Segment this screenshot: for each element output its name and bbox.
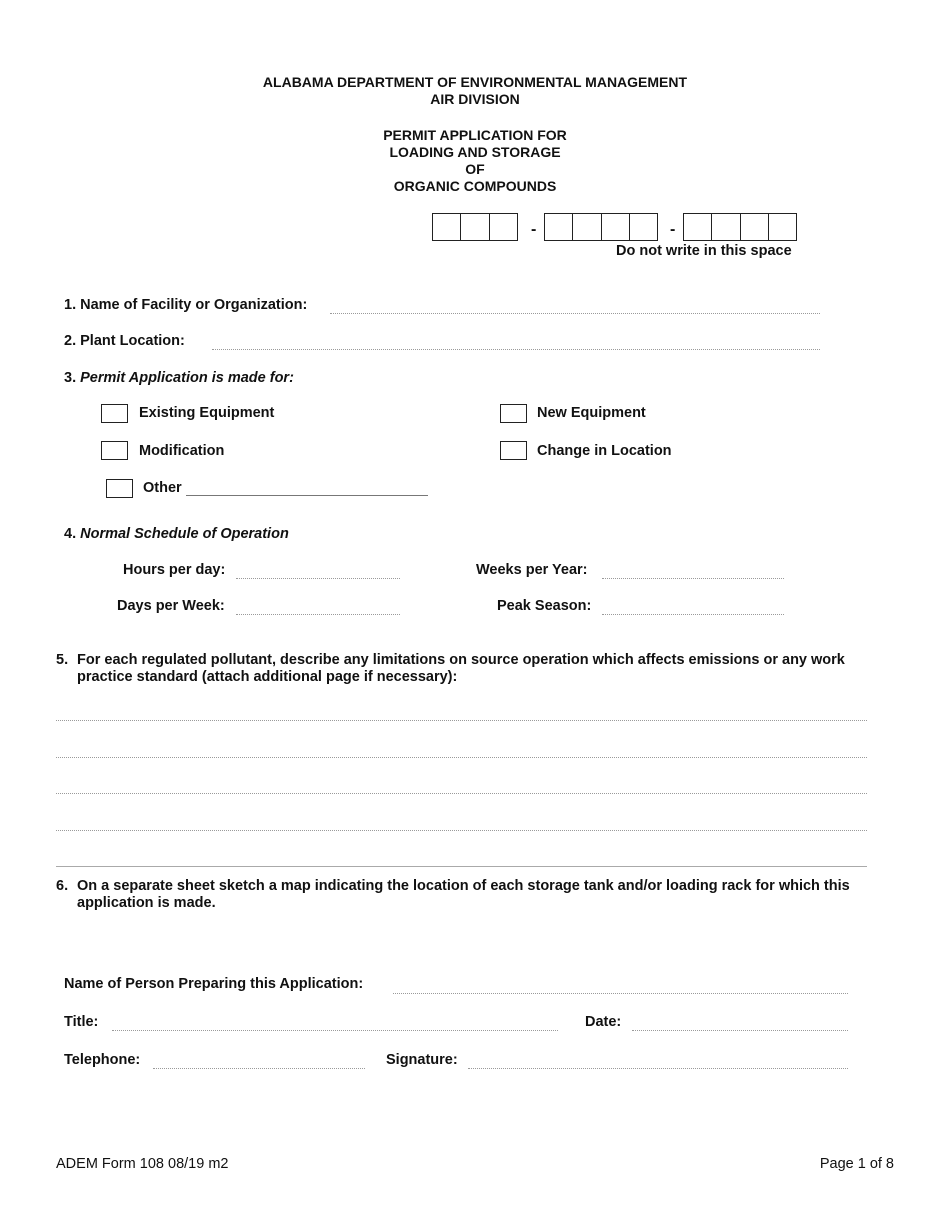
section-6-number: 6. xyxy=(56,878,69,894)
form-title-line-3: OF xyxy=(465,161,485,177)
limitations-line-3[interactable] xyxy=(56,793,867,794)
change-in-location-checkbox[interactable] xyxy=(500,441,527,460)
peak-season-label: Peak Season: xyxy=(497,598,592,614)
office-use-group-1 xyxy=(432,213,518,241)
other-field[interactable] xyxy=(186,495,428,496)
existing-equipment-label: Existing Equipment xyxy=(139,405,275,421)
weeks-per-year-label: Weeks per Year: xyxy=(476,562,588,578)
section-5-text-line-2: practice standard (attach additional page if necessary): xyxy=(77,669,458,685)
preparer-name-field[interactable] xyxy=(393,993,848,994)
peak-season-field[interactable] xyxy=(602,614,784,615)
form-title-line-4: ORGANIC COMPOUNDS xyxy=(393,178,557,194)
new-equipment-checkbox[interactable] xyxy=(500,404,527,423)
title-label: Title: xyxy=(64,1014,99,1030)
section-6-text-line-2: application is made. xyxy=(77,895,216,911)
limitations-line-1[interactable] xyxy=(56,720,867,721)
form-title-line-2: LOADING AND STORAGE xyxy=(389,144,561,160)
office-use-group-3 xyxy=(683,213,797,241)
form-title-line-1: PERMIT APPLICATION FOR xyxy=(383,127,567,143)
preparer-name-label: Name of Person Preparing this Application: xyxy=(64,976,364,992)
office-use-separator-2: - xyxy=(670,221,676,238)
plant-location-label: 2. Plant Location: xyxy=(64,333,185,349)
section-3-number: 3. xyxy=(64,370,77,386)
section-5-text-line-1: For each regulated pollutant, describe any limitations on source operation which affects emissions or any work xyxy=(77,652,845,668)
agency-name: ALABAMA DEPARTMENT OF ENVIRONMENTAL MANAGEMENT xyxy=(262,74,688,90)
division-name: AIR DIVISION xyxy=(430,91,520,107)
facility-name-field[interactable] xyxy=(330,313,820,314)
weeks-per-year-field[interactable] xyxy=(602,578,784,579)
section-3-title: Permit Application is made for: xyxy=(80,370,294,386)
existing-equipment-checkbox[interactable] xyxy=(101,404,128,423)
telephone-label: Telephone: xyxy=(64,1052,141,1068)
office-use-note: Do not write in this space xyxy=(616,243,792,259)
office-use-group-2 xyxy=(544,213,658,241)
date-label: Date: xyxy=(585,1014,622,1030)
days-per-week-label: Days per Week: xyxy=(117,598,225,614)
other-label: Other xyxy=(143,480,182,496)
limitations-line-2[interactable] xyxy=(56,757,867,758)
section-4-heading xyxy=(64,526,289,542)
section-4-title: Normal Schedule of Operation xyxy=(80,526,289,542)
signature-label: Signature: xyxy=(386,1052,458,1068)
signature-field[interactable] xyxy=(468,1068,848,1069)
form-id: ADEM Form 108 08/19 m2 xyxy=(56,1156,229,1172)
change-in-location-label: Change in Location xyxy=(537,443,672,459)
facility-name-label: 1. Name of Facility or Organization: xyxy=(64,297,308,313)
limitations-line-4[interactable] xyxy=(56,830,867,831)
section-3-heading xyxy=(64,370,294,386)
section-6-text-line-1: On a separate sheet sketch a map indicating the location of each storage tank and/or loading rack for which this xyxy=(77,878,850,894)
hours-per-day-field[interactable] xyxy=(236,578,400,579)
title-field[interactable] xyxy=(112,1030,558,1031)
telephone-field[interactable] xyxy=(153,1068,365,1069)
hours-per-day-label: Hours per day: xyxy=(123,562,226,578)
plant-location-field[interactable] xyxy=(212,349,820,350)
date-field[interactable] xyxy=(632,1030,848,1031)
limitations-line-5[interactable] xyxy=(56,866,867,867)
modification-label: Modification xyxy=(139,443,225,459)
new-equipment-label: New Equipment xyxy=(537,405,646,421)
days-per-week-field[interactable] xyxy=(236,614,400,615)
section-4-number: 4. xyxy=(64,526,77,542)
page-number: Page 1 of 8 xyxy=(819,1156,894,1172)
office-use-separator-1: - xyxy=(531,221,537,238)
section-5-number: 5. xyxy=(56,652,69,668)
modification-checkbox[interactable] xyxy=(101,441,128,460)
other-checkbox[interactable] xyxy=(106,479,133,498)
